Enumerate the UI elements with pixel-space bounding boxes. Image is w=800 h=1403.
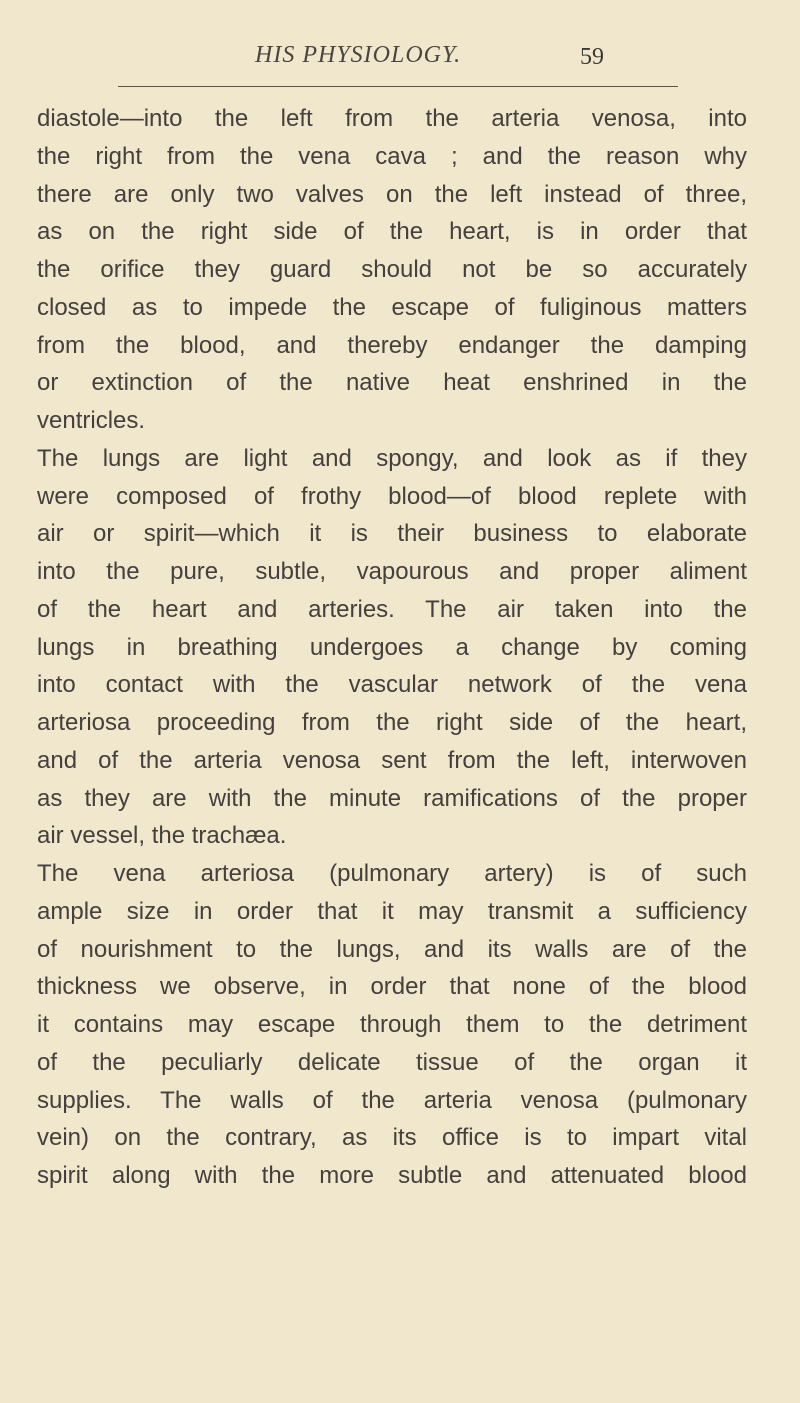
page-number: 59 (580, 44, 604, 70)
text-line: and of the arteria venosa sent from the left, interwoven (37, 746, 747, 774)
text-line: of nourishment to the lungs, and its walls are of the (37, 935, 747, 963)
text-line: there are only two valves on the left instead of three, (37, 180, 747, 208)
text-line: or extinction of the native heat enshrined in the (37, 369, 747, 397)
text-line: as on the right side of the heart, is in order that (37, 218, 747, 246)
text-line: ample size in order that it may transmit a sufficiency (37, 897, 747, 925)
text-line: of the heart and arteries. The air taken into the (37, 595, 747, 623)
text-line: air or spirit—which it is their business to elaborate (37, 520, 747, 548)
text-line: it contains may escape through them to the detriment (37, 1011, 747, 1038)
text-line: from the blood, and thereby endanger the damping (37, 331, 747, 359)
text-line: spirit along with the more subtle and attenuated blood (37, 1162, 747, 1189)
text-line: The vena arteriosa (pulmonary artery) is of such (37, 860, 747, 887)
text-line: ventricles. (37, 407, 146, 434)
running-head: HIS PHYSIOLOGY. (255, 42, 462, 68)
text-line: lungs in breathing undergoes a change by coming (37, 633, 747, 661)
text-line: vein) on the contrary, as its office is to impart vital (37, 1124, 747, 1152)
text-line: as they are with the minute ramifications of the proper (37, 784, 747, 812)
header-rule (118, 86, 678, 87)
text-line: The lungs are light and spongy, and look as if they (37, 444, 747, 472)
text-line: the orifice they guard should not be so accurately (37, 256, 747, 283)
text-line: thickness we observe, in order that none of the blood (37, 973, 747, 1001)
text-line: diastole—into the left from the arteria venosa, into (37, 105, 747, 132)
text-line: into the pure, subtle, vapourous and proper aliment (37, 558, 747, 585)
text-line: air vessel, the trachæa. (37, 822, 287, 850)
text-line: supplies. The walls of the arteria venosa (pulmonary (37, 1086, 747, 1114)
body-text (37, 100, 747, 1195)
text-line: were composed of frothy blood—of blood replete with (37, 482, 747, 510)
text-line: of the peculiarly delicate tissue of the organ it (37, 1048, 747, 1076)
text-line: closed as to impede the escape of fuliginous matters (37, 293, 747, 321)
text-line: the right from the vena cava ; and the reason why (37, 142, 747, 170)
text-line: into contact with the vascular network of the vena (37, 671, 747, 699)
text-line: arteriosa proceeding from the right side of the heart, (37, 709, 747, 736)
